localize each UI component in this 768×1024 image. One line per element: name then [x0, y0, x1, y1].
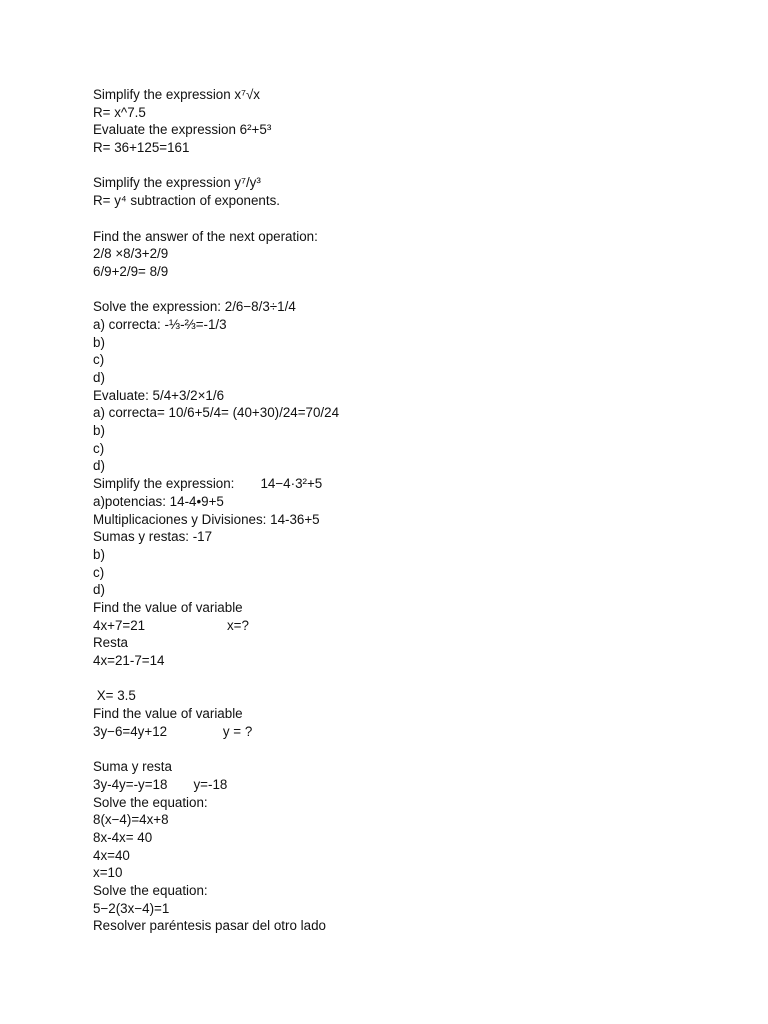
text-line: 4x=21-7=14 — [93, 653, 165, 668]
text-line: Simplify the expression y⁷/y³ — [93, 175, 261, 191]
text-line: Find the value of variable — [93, 706, 243, 722]
text-line: Suma y resta — [93, 759, 172, 775]
text-line: a) correcta: -⅓-⅔=-1/3 — [93, 316, 227, 332]
text-line: 8x-4x= 40 — [93, 829, 153, 845]
text-line: Find the value of variable — [93, 599, 243, 615]
text-line: R= x^7.5 — [93, 104, 146, 120]
text-line: d) — [93, 582, 105, 598]
text-line: R= y⁴ subtraction of exponents. — [93, 193, 281, 209]
text-line: X= 3.5 — [93, 688, 136, 704]
text-line: Solve the expression: 2/6−8/3÷1/4 — [93, 299, 296, 315]
text-line: b) — [93, 334, 105, 350]
text-line — [93, 157, 733, 175]
text-line: 5−2(3x−4)=1 — [93, 900, 170, 916]
text-line: 8(x−4)=4x+8 — [93, 812, 169, 828]
text-line: c) — [93, 440, 105, 456]
text-line: b) — [93, 546, 105, 562]
text-line: 4x=40 — [93, 847, 130, 863]
text-line: Sumas y restas: -17 — [93, 529, 213, 545]
text-line: Find the answer of the next operation: — [93, 228, 318, 244]
text-line: Simplify the expression x⁷√x — [93, 87, 260, 102]
text-line: Evaluate: 5/4+3/2×1/6 — [93, 387, 225, 403]
text-line: Evaluate the expression 6²+5³ — [93, 122, 272, 138]
text-line: c) — [93, 564, 105, 580]
text-line: Solve the equation: — [93, 794, 208, 810]
text-line: b) — [93, 423, 105, 439]
text-line: 3y−6=4y+12 y = ? — [93, 723, 253, 739]
text-line: a)potencias: 14-4•9+5 — [93, 493, 224, 509]
text-line — [93, 670, 733, 688]
text-line: 6/9+2/9= 8/9 — [93, 263, 169, 279]
text-line: c) — [93, 352, 105, 368]
text-line: Resta — [93, 635, 128, 651]
text-line: d) — [93, 458, 105, 474]
text-line: Solve the equation: — [93, 882, 208, 898]
text-line: Simplify the expression: 14−4·3²+5 — [93, 476, 323, 492]
text-line — [93, 281, 733, 299]
text-line: 2/8 ×8/3+2/9 — [93, 246, 169, 262]
document-text — [93, 86, 733, 935]
text-line: x=10 — [93, 865, 123, 881]
text-line: Multiplicaciones y Divisiones: 14-36+5 — [93, 511, 320, 527]
text-line: 3y-4y=-y=18 y=-18 — [93, 776, 228, 792]
text-line: a) correcta= 10/6+5/4= (40+30)/24=70/24 — [93, 405, 340, 421]
text-line — [93, 740, 733, 758]
text-line: R= 36+125=161 — [93, 140, 190, 156]
text-line: 4x+7=21 x=? — [93, 617, 249, 633]
text-line — [93, 210, 733, 228]
text-line: Resolver paréntesis pasar del otro lado — [93, 918, 326, 934]
text-line: d) — [93, 370, 105, 385]
